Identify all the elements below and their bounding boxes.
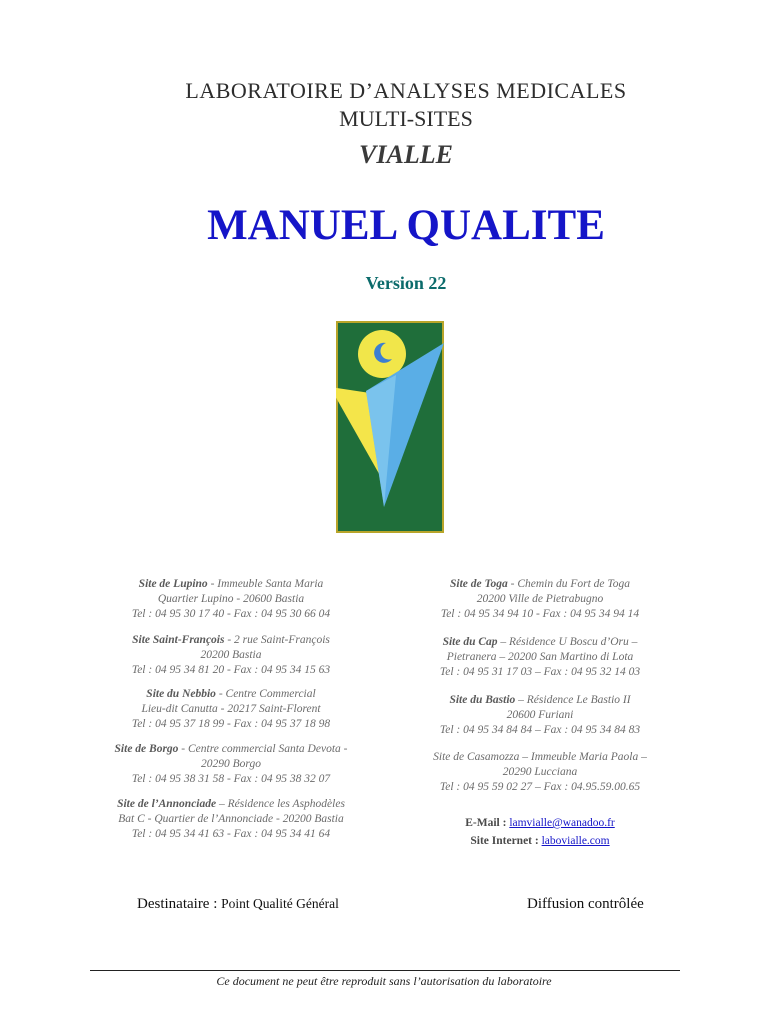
lab-name-vialle: VIALLE xyxy=(359,140,453,169)
site-block xyxy=(81,633,381,678)
site-name: Site de Borgo xyxy=(114,743,179,755)
site-phone: Tel : 04 95 30 17 40 - Fax : 04 95 30 66 04 xyxy=(131,608,331,620)
site-address-2: 20290 Lucciana xyxy=(502,766,578,778)
site-address-1: - Centre commercial Santa Devota - xyxy=(178,743,348,755)
site-block xyxy=(390,750,690,795)
site-address-1: – Résidence Le Bastio II xyxy=(515,694,631,706)
recipient-label: Destinataire : xyxy=(137,896,222,912)
site-name: Site de Toga xyxy=(450,578,508,590)
site-name-line xyxy=(390,750,690,765)
site-phone: Tel : 04 95 34 81 20 - Fax : 04 95 34 15 63 xyxy=(131,664,331,676)
site-block xyxy=(81,577,381,622)
email-label: E-Mail : xyxy=(465,817,510,829)
site-block xyxy=(81,687,381,732)
website-label: Site Internet : xyxy=(470,835,542,847)
email-link[interactable]: lamvialle@wanadoo.fr xyxy=(509,817,615,829)
site-address-1: - Immeuble Santa Maria xyxy=(207,578,324,590)
site-block xyxy=(81,742,381,787)
site-address-2: Pietranera – 20200 San Martino di Lota xyxy=(446,651,634,663)
diffusion-status: Diffusion contrôlée xyxy=(527,896,644,912)
site-block xyxy=(390,693,690,738)
site-address-1: - 2 rue Saint-François xyxy=(224,634,330,646)
document-version: Version 22 xyxy=(365,273,447,293)
lab-name-line2: MULTI-SITES xyxy=(339,106,473,131)
site-address-1: Site de Casamozza – Immeuble Maria Paola – xyxy=(433,751,647,763)
recipient xyxy=(137,896,339,913)
site-address-1: - Centre Commercial xyxy=(215,688,316,700)
site-name: Site du Cap xyxy=(442,636,498,648)
recipient-value: Point Qualité Général xyxy=(221,896,339,911)
lab-name-line1: LABORATOIRE D’ANALYSES MEDICALES xyxy=(185,78,627,103)
site-name: Site de l’Annonciade xyxy=(117,798,217,810)
site-phone: Tel : 04 95 34 94 10 - Fax : 04 95 34 94 14 xyxy=(440,608,640,620)
site-phone: Tel : 04 95 34 84 84 – Fax : 04 95 34 84 83 xyxy=(439,724,641,736)
site-address-1: – Résidence les Asphodèles xyxy=(216,798,345,810)
site-name-line xyxy=(81,577,381,592)
site-name: Site Saint-François xyxy=(132,634,225,646)
site-name-line xyxy=(81,687,381,702)
site-address-2: 20290 Borgo xyxy=(201,758,261,770)
site-phone: Tel : 04 95 59 02 27 – Fax : 04.95.59.00.65 xyxy=(439,781,641,793)
site-name-line xyxy=(390,635,690,650)
website-line xyxy=(390,832,690,850)
site-block xyxy=(390,577,690,622)
site-address-2: 20600 Furiani xyxy=(506,709,574,721)
site-phone: Tel : 04 95 38 31 58 - Fax : 04 95 38 32 07 xyxy=(131,773,331,785)
site-address-2: 20200 Bastia xyxy=(200,649,262,661)
footer-divider xyxy=(90,970,680,971)
site-address-2: Bat C - Quartier de l’Annonciade - 20200 Bastia xyxy=(118,813,344,825)
site-address-2: Lieu-dit Canutta - 20217 Saint-Florent xyxy=(141,703,321,715)
email-line xyxy=(390,814,690,832)
site-phone: Tel : 04 95 34 41 63 - Fax : 04 95 34 41 64 xyxy=(131,828,331,840)
site-phone: Tel : 04 95 37 18 99 - Fax : 04 95 37 18 98 xyxy=(131,718,331,730)
site-name-line xyxy=(390,693,690,708)
site-address-2: 20200 Ville de Pietrabugno xyxy=(476,593,604,605)
site-block xyxy=(390,635,690,680)
site-phone: Tel : 04 95 31 17 03 – Fax : 04 95 32 14 03 xyxy=(439,666,641,678)
document-title: MANUEL QUALITE xyxy=(207,202,605,249)
site-address-2: Quartier Lupino - 20600 Bastia xyxy=(157,593,305,605)
site-address-1: – Résidence U Boscu d’Oru – xyxy=(497,636,638,648)
site-address-1: - Chemin du Fort de Toga xyxy=(507,578,630,590)
site-name-line xyxy=(390,577,690,592)
site-block xyxy=(81,797,381,842)
website-link[interactable]: labovialle.com xyxy=(541,835,610,847)
footer-notice: Ce document ne peut être reproduit sans l’autorisation du laboratoire xyxy=(216,974,552,988)
site-name-line xyxy=(81,633,381,648)
laboratory-logo xyxy=(336,321,444,533)
site-name-line xyxy=(81,742,381,757)
site-name: Site de Lupino xyxy=(138,578,208,590)
site-name-line xyxy=(81,797,381,812)
site-name: Site du Nebbio xyxy=(146,688,216,700)
site-name: Site du Bastio xyxy=(449,694,516,706)
